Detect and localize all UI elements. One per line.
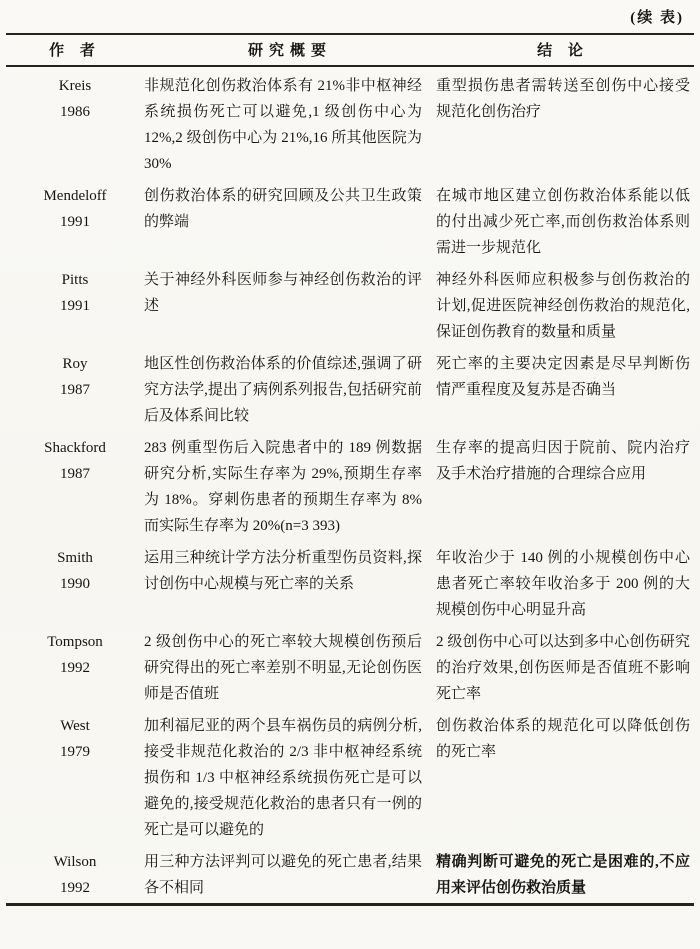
conclusion-cell: 精确判断可避免的死亡是困难的,不应用来评估创伤救治质量 [436,854,690,896]
author-name: Kreis [58,78,92,94]
author-cell [6,545,144,597]
author-name: Tompson [47,634,103,650]
summary-cell: 283 例重型伤后入院患者中的 189 例数据研究分析,实际生存率为 29%,预期生存率为 18%。穿刺伤患者的预期生存率为 8%而实际生存率为 20%(n=3 393) [144,440,422,534]
table-row [6,73,694,177]
author-cell [6,713,144,765]
summary-cell: 2 级创伤中心的死亡率较大规模创伤预后研究得出的死亡率差别不明显,无论创伤医师是否值班 [144,634,422,702]
author-name: Mendeloff [43,188,107,204]
table-row [6,849,694,901]
column-header-summary: 研究概要 [247,43,332,59]
table-row [6,713,694,843]
author-year: 1991 [60,298,90,314]
conclusion-cell: 创伤救治体系的规范化可以降低创伤的死亡率 [436,718,690,760]
table-row [6,629,694,707]
author-year: 1990 [60,576,90,592]
summary-cell: 关于神经外科医师参与神经创伤救治的评述 [144,272,422,314]
table-row [6,183,694,261]
author-cell [6,183,144,235]
author-cell [6,73,144,125]
literature-review-table [6,33,694,906]
author-name: West [60,718,90,734]
author-name: Shackford [44,440,106,456]
summary-cell: 加利福尼亚的两个县车祸伤员的病例分析,接受非规范化救治的 2/3 非中枢神经系统损伤和 1/3 中枢神经系统损伤死亡是可以避免的,接受规范化救治的患者只有一例的死亡是可以避免的 [144,718,422,838]
author-cell [6,267,144,319]
author-name: Smith [57,550,93,566]
author-year: 1987 [60,382,90,398]
summary-cell: 地区性创伤救治体系的价值综述,强调了研究方法学,提出了病例系列报告,包括研究前后及体系间比较 [144,356,422,424]
summary-cell: 创伤救治体系的研究回顾及公共卫生政策的弊端 [144,188,422,230]
author-year: 1986 [60,104,90,120]
conclusion-cell: 在城市地区建立创伤救治体系能以低的付出减少死亡率,而创伤救治体系则需进一步规范化 [436,188,690,256]
table-row [6,351,694,429]
column-header-author: 作 者 [49,43,101,59]
table-row [6,545,694,623]
author-year: 1979 [60,744,90,760]
table-bottom-border [6,903,694,906]
conclusion-cell: 重型损伤患者需转送至创伤中心接受规范化创伤治疗 [436,78,690,120]
conclusion-cell: 年收治少于 140 例的小规模创伤中心患者死亡率较年收治多于 200 例的大规模创伤中心明显升高 [436,550,690,618]
table-header-row [6,33,694,67]
author-cell [6,435,144,487]
author-cell [6,351,144,403]
author-cell [6,849,144,901]
author-year: 1991 [60,214,90,230]
table-row [6,267,694,345]
continued-table-label: (续 表) [630,10,684,26]
conclusion-cell: 神经外科医师应积极参与创伤救治的计划,促进医院神经创伤救治的规范化,保证创伤教育的数量和质量 [436,272,690,340]
summary-cell: 运用三种统计学方法分析重型伤员资料,探讨创伤中心规模与死亡率的关系 [144,550,422,592]
column-header-conclusion: 结 论 [537,43,589,59]
author-name: Pitts [61,272,89,288]
conclusion-cell: 生存率的提高归因于院前、院内治疗及手术治疗措施的合理综合应用 [436,440,690,482]
summary-cell: 非规范化创伤救治体系有 21%非中枢神经系统损伤死亡可以避免,1 级创伤中心为 12%,2 级创伤中心为 21%,16 所其他医院为 30% [144,78,422,172]
conclusion-cell: 死亡率的主要决定因素是尽早判断伤情严重程度及复苏是否确当 [436,356,690,398]
table-body [6,67,694,901]
summary-cell: 用三种方法评判可以避免的死亡患者,结果各不相同 [144,854,422,896]
table-row [6,435,694,539]
author-name: Wilson [53,854,97,870]
author-year: 1987 [60,466,90,482]
author-cell [6,629,144,681]
author-year: 1992 [60,660,90,676]
author-year: 1992 [60,880,90,896]
author-name: Roy [62,356,88,372]
conclusion-cell: 2 级创伤中心可以达到多中心创伤研究的治疗效果,创伤医师是否值班不影响死亡率 [436,634,690,702]
